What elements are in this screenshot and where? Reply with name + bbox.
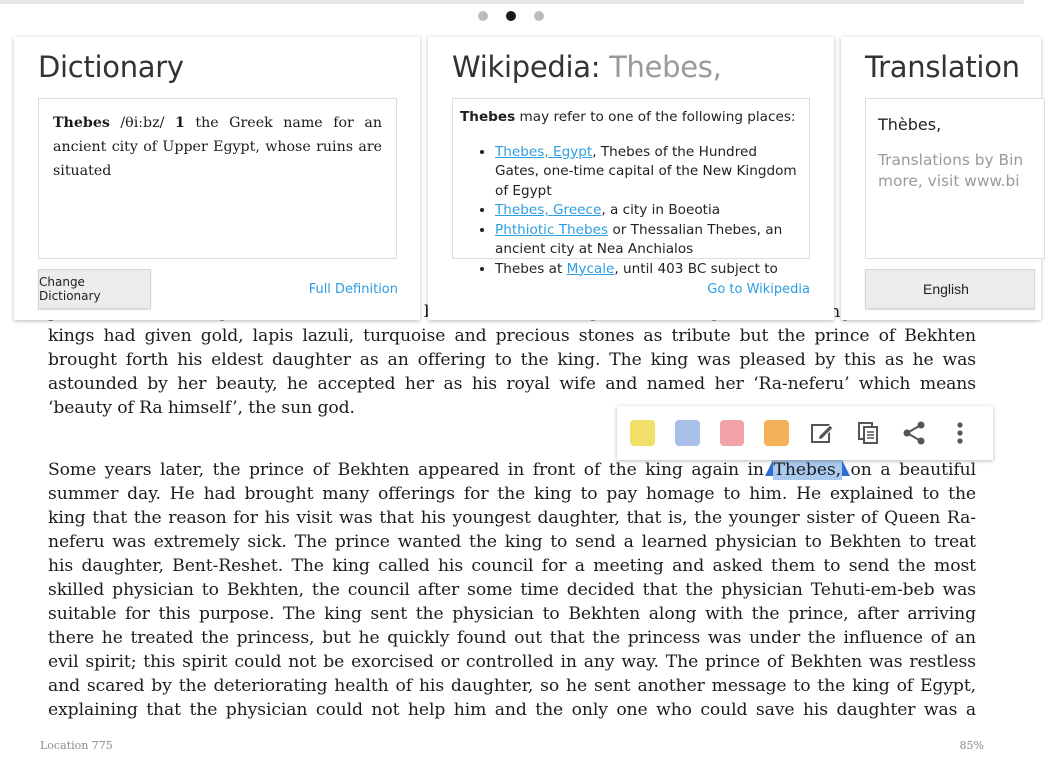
dictionary-title: Dictionary — [38, 50, 184, 84]
wikipedia-title — [452, 50, 722, 84]
wiki-link-phthiotic-thebes[interactable]: Phthiotic Thebes — [495, 221, 609, 238]
progress-percent: 85% — [959, 739, 984, 752]
text-line: his daughter, Bent-Reshet. The king called his council for a meeting and asked them to send the most — [48, 556, 976, 576]
selection-toolbar — [617, 406, 993, 460]
dictionary-card[interactable] — [14, 37, 420, 320]
wikipedia-intro-term: Thebes — [460, 109, 516, 125]
translation-attribution — [878, 150, 1032, 192]
wikipedia-list — [460, 143, 802, 280]
text-line: king that the reason for his visit was that his youngest daughter, that is, the younger sister of Queen Ra- — [48, 508, 976, 528]
pager-dot-active[interactable] — [506, 11, 516, 21]
list-item-text: Thebes at — [495, 260, 567, 277]
text-line: ‘beauty of Ra himself’, the sun god. — [48, 398, 355, 418]
translation-card[interactable] — [841, 37, 1041, 320]
text-line: skilled physician to Bekhten, the council after some time decided that the physician Tehuti-em-beb was — [48, 580, 976, 600]
more-vert-icon[interactable] — [947, 420, 973, 446]
edit-note-icon[interactable] — [809, 420, 835, 446]
top-strip — [0, 0, 1024, 4]
dictionary-definition-box — [38, 98, 397, 259]
attribution-line: Translations by Bin — [878, 151, 1024, 169]
wikipedia-label: Wikipedia: — [452, 50, 601, 84]
text-line: astounded by her beauty, he accepted her as his royal wife and named her ‘Ra-neferu’ which means — [48, 374, 976, 394]
share-icon[interactable] — [901, 420, 927, 446]
card-pager — [478, 11, 544, 21]
wikipedia-intro-text: may refer to one of the following places: — [519, 109, 796, 125]
attribution-line: more, visit www.bi — [878, 172, 1020, 190]
list-item-text: , until 403 BC subject to — [614, 260, 778, 277]
go-to-wikipedia-link[interactable]: Go to Wikipedia — [707, 282, 810, 297]
text-line: brought forth his eldest daughter as an offering to the king. The king was pleased by this as he was — [48, 350, 976, 370]
dictionary-headword: Thebes — [53, 115, 110, 131]
highlight-pink-button[interactable] — [720, 420, 745, 446]
translation-content-box — [865, 98, 1045, 259]
text-run: Some years later, the prince of Bekhten appeared in front of the king again in — [48, 460, 764, 480]
text-line: neferu was extremely sick. The prince wanted the king to send a learned physician to Bekhten to treat — [48, 532, 976, 552]
text-line: king. — [813, 302, 857, 322]
wiki-link-thebes-egypt[interactable]: Thebes, Egypt — [495, 143, 593, 160]
wikipedia-query: Thebes, — [609, 50, 722, 84]
highlight-yellow-button[interactable] — [630, 420, 655, 446]
location-indicator: Location 775 — [40, 739, 113, 752]
selected-word[interactable]: Thebes, — [773, 460, 841, 480]
text-line: there he treated the princess, but he quickly found out that the princess was under the influence of an — [48, 628, 976, 648]
list-item — [495, 260, 802, 280]
translation-source-word: Thèbes, — [878, 115, 942, 134]
text-line-with-selection — [48, 458, 976, 482]
dictionary-sense-number: 1 — [174, 115, 185, 131]
highlight-blue-button[interactable] — [675, 420, 700, 446]
wiki-link-mycale[interactable]: Mycale — [566, 260, 615, 277]
text-line: explaining that the physician could not help him and the only one who could save his daughter was a — [48, 700, 976, 720]
language-select-button[interactable]: English — [865, 269, 1035, 309]
dictionary-definition: the Greek name for an ancient city of Upper Egypt, whose ruins are situated — [53, 115, 382, 179]
text-run: on a beautiful — [850, 460, 976, 480]
highlight-orange-button[interactable] — [764, 420, 789, 446]
text-line: suitable for this purpose. The king sent the physician to Bekhten along with the prince, after arriving — [48, 604, 976, 624]
book-paragraph-2 — [48, 458, 976, 722]
list-item — [495, 143, 802, 202]
wikipedia-card[interactable] — [428, 37, 834, 320]
change-dictionary-button[interactable]: Change Dictionary — [38, 269, 151, 309]
text-line: evil spirit; this spirit could not be exorcised or controlled in any way. The prince of Bekhten was restless — [48, 652, 976, 672]
copy-icon[interactable] — [855, 420, 881, 446]
list-item — [495, 221, 802, 260]
list-item-text: or Thessalian Thebes, an ancient city at Nea Anchialos — [495, 221, 783, 257]
translation-title: Translation — [865, 50, 1020, 84]
wikipedia-content-box — [452, 98, 810, 277]
text-line: summer day. He had brought many offerings for the king to pay homage to him. He explained to the — [48, 484, 976, 504]
full-definition-link[interactable]: Full Definition — [308, 282, 398, 297]
list-item-text: , a city in Boeotia — [601, 202, 721, 218]
text-line: kings had given gold, lapis lazuli, turquoise and precious stones as tribute but the prince of Bekhten — [48, 326, 976, 346]
pager-dot[interactable] — [534, 11, 544, 21]
list-item — [495, 201, 802, 221]
text-line: and scared by the deteriorating health of his daughter, so he sent another message to the king of Egypt, — [48, 676, 976, 696]
pager-dot[interactable] — [478, 11, 488, 21]
list-item-text: , Thebes of the Hundred Gates, one-time capital of the New Kingdom of Egypt — [495, 143, 797, 199]
dictionary-pronunciation: /θiːbz/ — [120, 115, 165, 131]
wikipedia-intro — [460, 108, 802, 128]
wiki-link-thebes-greece[interactable]: Thebes, Greece — [495, 202, 602, 218]
